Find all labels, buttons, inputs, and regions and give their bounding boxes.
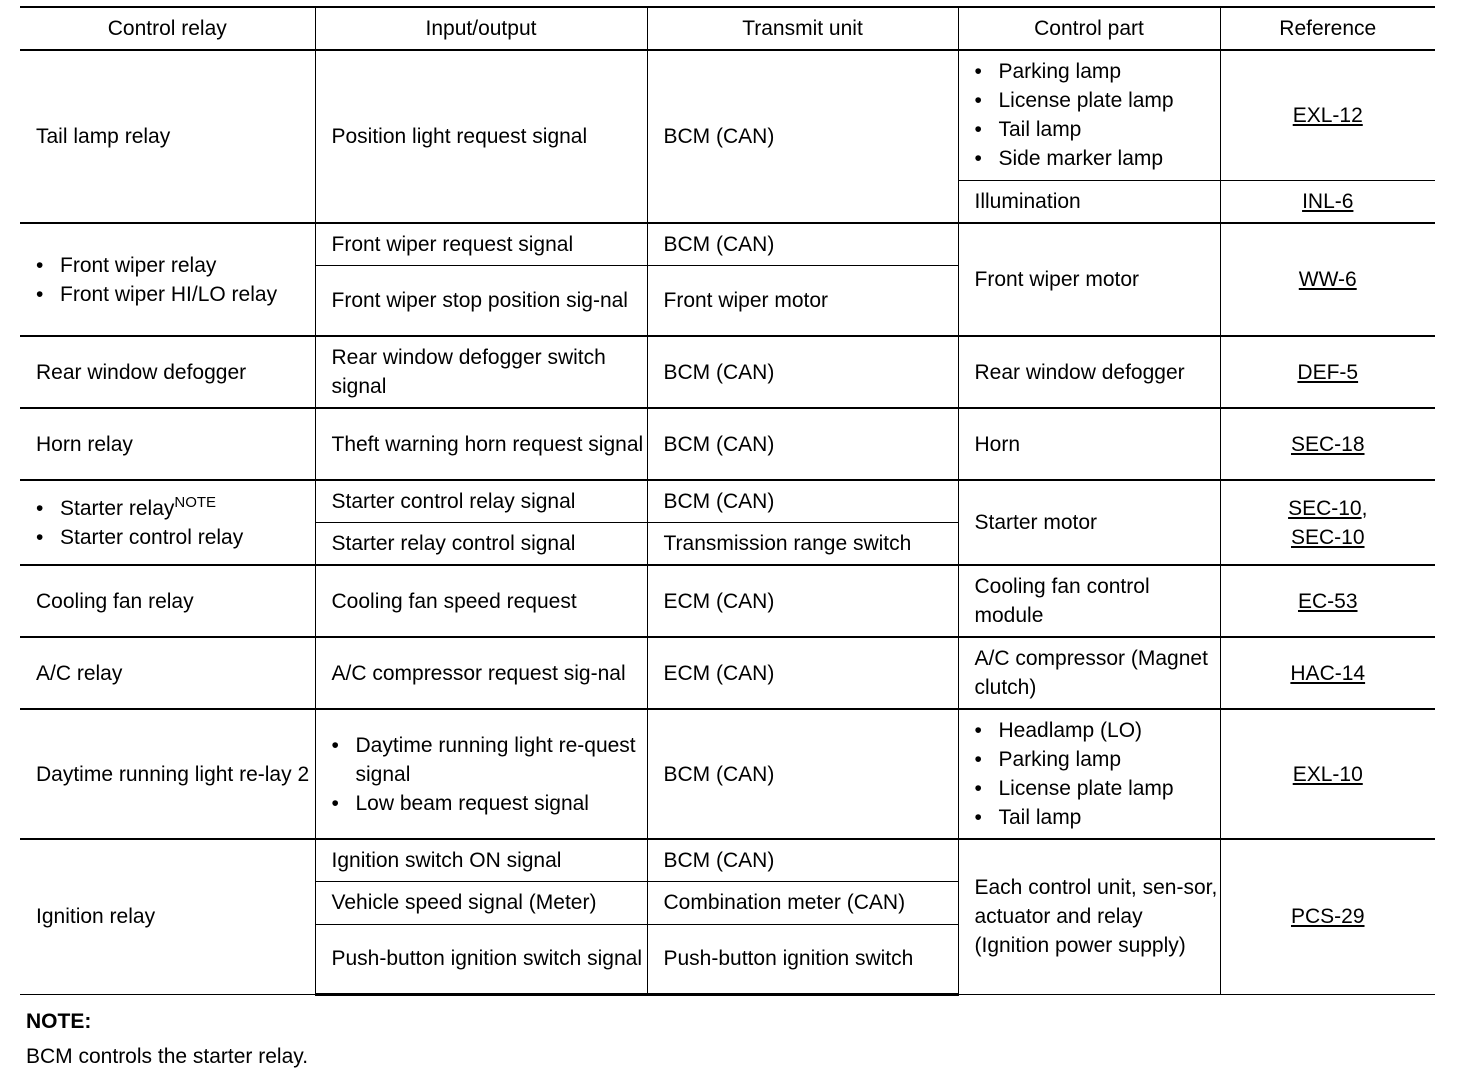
part-cell: Each control unit, sen-sor, actuator and relay (Ignition power supply) xyxy=(958,839,1220,994)
unit-cell: BCM (CAN) xyxy=(647,408,958,480)
reference-cell xyxy=(1220,480,1435,565)
io-cell xyxy=(315,709,647,839)
reference-separator: , xyxy=(1361,496,1368,520)
part-list xyxy=(975,716,1220,832)
reference-link[interactable]: HAC-14 xyxy=(1290,661,1366,685)
unit-cell: BCM (CAN) xyxy=(647,50,958,223)
table-row xyxy=(20,637,1435,709)
part-cell xyxy=(958,50,1220,180)
list-item: • Tail lamp xyxy=(975,115,1220,144)
control-relay-table xyxy=(20,6,1435,996)
note-text: BCM controls the starter relay. xyxy=(26,1045,309,1068)
relay-cell: Tail lamp relay xyxy=(20,50,315,223)
part-cell: Illumination xyxy=(958,180,1220,223)
io-cell: Ignition switch ON signal xyxy=(315,839,647,881)
io-cell: Cooling fan speed request xyxy=(315,565,647,637)
reference-cell xyxy=(1220,637,1435,709)
unit-cell: Push-button ignition switch xyxy=(647,924,958,994)
list-item: • Side marker lamp xyxy=(975,144,1220,173)
table-row xyxy=(20,336,1435,408)
table-row xyxy=(20,565,1435,637)
io-cell: Position light request signal xyxy=(315,50,647,223)
table-row xyxy=(20,50,1435,180)
table-row xyxy=(20,839,1435,881)
reference-cell xyxy=(1220,565,1435,637)
list-item: • License plate lamp xyxy=(975,86,1220,115)
part-cell: A/C compressor (Magnet clutch) xyxy=(958,637,1220,709)
relay-list xyxy=(36,251,315,309)
table-header-row xyxy=(20,7,1435,50)
part-cell: Front wiper motor xyxy=(958,223,1220,336)
unit-cell: BCM (CAN) xyxy=(647,839,958,881)
relay-cell xyxy=(20,480,315,565)
list-item xyxy=(36,494,315,523)
unit-cell: Transmission range switch xyxy=(647,522,958,565)
relay-cell: Daytime running light re-lay 2 xyxy=(20,709,315,839)
list-item: • License plate lamp xyxy=(975,774,1220,803)
unit-cell: BCM (CAN) xyxy=(647,480,958,522)
io-cell: Starter relay control signal xyxy=(315,522,647,565)
unit-cell: Front wiper motor xyxy=(647,265,958,336)
reference-link[interactable]: EXL-10 xyxy=(1292,762,1363,786)
part-cell: Rear window defogger xyxy=(958,336,1220,408)
list-item: • Daytime running light re-quest signal xyxy=(332,731,647,789)
io-cell: Theft warning horn request signal xyxy=(315,408,647,480)
relay-cell: Ignition relay xyxy=(20,839,315,994)
io-cell: Rear window defogger switch signal xyxy=(315,336,647,408)
reference-cell xyxy=(1220,180,1435,223)
reference-link[interactable]: EXL-12 xyxy=(1292,103,1363,127)
list-item: • Parking lamp xyxy=(975,745,1220,774)
part-list xyxy=(975,57,1220,173)
relay-cell xyxy=(20,223,315,336)
reference-cell xyxy=(1220,408,1435,480)
reference-link[interactable]: SEC-10 xyxy=(1290,525,1365,549)
list-item: • Starter control relay xyxy=(36,523,315,552)
reference-link[interactable]: INL-6 xyxy=(1302,189,1354,213)
io-cell: Push-button ignition switch signal xyxy=(315,924,647,994)
header-input-output: Input/output xyxy=(315,7,647,50)
table-row xyxy=(20,408,1435,480)
part-cell: Horn xyxy=(958,408,1220,480)
part-cell xyxy=(958,709,1220,839)
relay-cell: Horn relay xyxy=(20,408,315,480)
relay-list xyxy=(36,494,315,552)
reference-cell xyxy=(1220,336,1435,408)
io-cell: A/C compressor request sig-nal xyxy=(315,637,647,709)
table-row xyxy=(20,480,1435,522)
list-item: • Headlamp (LO) xyxy=(975,716,1220,745)
note-title: NOTE: xyxy=(26,1010,92,1033)
reference-cell xyxy=(1220,50,1435,180)
reference-cell xyxy=(1220,223,1435,336)
header-control-part: Control part xyxy=(958,7,1220,50)
relay-cell: Rear window defogger xyxy=(20,336,315,408)
reference-link[interactable]: WW-6 xyxy=(1298,268,1357,291)
table-row xyxy=(20,709,1435,839)
unit-cell: ECM (CAN) xyxy=(647,565,958,637)
unit-cell: Combination meter (CAN) xyxy=(647,881,958,924)
unit-cell: BCM (CAN) xyxy=(647,709,958,839)
reference-link[interactable]: SEC-18 xyxy=(1290,432,1365,456)
reference-link[interactable]: SEC-10 xyxy=(1288,496,1362,520)
reference-cell xyxy=(1220,709,1435,839)
starter-relay-label: Starter relay xyxy=(60,496,175,520)
note-superscript: NOTE xyxy=(174,493,217,511)
reference-link[interactable]: PCS-29 xyxy=(1290,905,1365,929)
header-reference: Reference xyxy=(1220,7,1435,50)
header-transmit-unit: Transmit unit xyxy=(647,7,958,50)
reference-cell xyxy=(1220,839,1435,994)
list-item: • Low beam request signal xyxy=(332,789,647,818)
header-control-relay: Control relay xyxy=(20,7,315,50)
io-cell: Vehicle speed signal (Meter) xyxy=(315,881,647,924)
table-row xyxy=(20,223,1435,265)
unit-cell: BCM (CAN) xyxy=(647,223,958,265)
relay-cell: A/C relay xyxy=(20,637,315,709)
reference-link[interactable]: DEF-5 xyxy=(1297,360,1359,384)
unit-cell: ECM (CAN) xyxy=(647,637,958,709)
list-item: • Front wiper HI/LO relay xyxy=(36,280,315,309)
io-cell: Starter control relay signal xyxy=(315,480,647,522)
list-item: • Front wiper relay xyxy=(36,251,315,280)
part-cell: Cooling fan control module xyxy=(958,565,1220,637)
list-item: • Tail lamp xyxy=(975,803,1220,832)
relay-cell: Cooling fan relay xyxy=(20,565,315,637)
list-item: • Parking lamp xyxy=(975,57,1220,86)
reference-link[interactable]: EC-53 xyxy=(1297,589,1358,613)
part-cell: Starter motor xyxy=(958,480,1220,565)
unit-cell: BCM (CAN) xyxy=(647,336,958,408)
io-cell: Front wiper stop position sig-nal xyxy=(315,265,647,336)
io-list xyxy=(332,731,647,818)
io-cell: Front wiper request signal xyxy=(315,223,647,265)
